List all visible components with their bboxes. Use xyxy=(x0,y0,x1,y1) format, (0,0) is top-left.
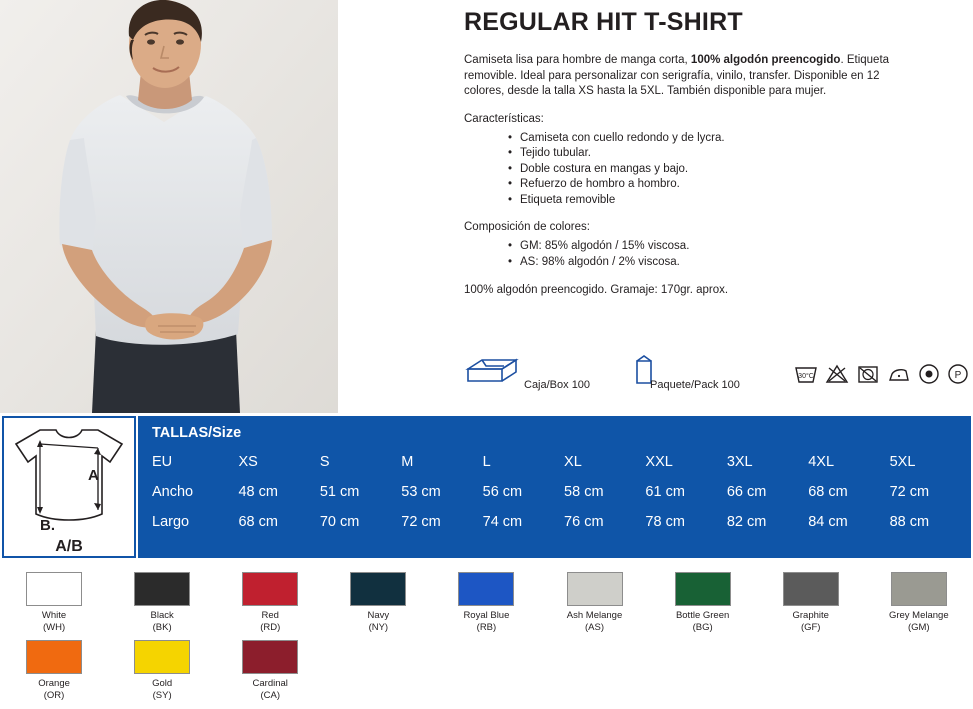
color-swatch-orange[interactable] xyxy=(0,634,108,702)
swatch-chip xyxy=(783,572,839,606)
color-swatch-grey-melange[interactable] xyxy=(865,566,973,634)
swatch-chip xyxy=(26,572,82,606)
list-item: • Etiqueta removible xyxy=(520,193,961,209)
color-swatch-graphite[interactable] xyxy=(757,566,865,634)
cell: 61 cm xyxy=(645,484,685,500)
column-header: 4XL xyxy=(808,454,835,470)
cell: 70 cm xyxy=(319,514,360,530)
box-icon xyxy=(464,357,520,390)
row-label: Largo xyxy=(152,514,190,530)
color-swatch-royal-blue[interactable] xyxy=(432,566,540,634)
cell: 72 cm xyxy=(401,514,441,530)
list-item: • Camiseta con cuello redondo y de lycra. xyxy=(520,131,961,147)
color-swatch-gold[interactable] xyxy=(108,634,216,702)
swatch-chip xyxy=(134,640,190,674)
cell: 58 cm xyxy=(564,484,604,500)
product-photo xyxy=(0,0,338,413)
color-name: Royal Blue xyxy=(463,610,510,621)
dry-clean-icon xyxy=(918,363,940,385)
diagram-label-b: B. xyxy=(40,517,55,534)
swatch-chip xyxy=(567,572,623,606)
cell: 68 cm xyxy=(238,514,278,530)
swatch-chip xyxy=(242,640,298,674)
column-header: EU xyxy=(152,454,173,470)
size-table-heading: TALLAS/Size xyxy=(152,425,242,441)
swatch-chip xyxy=(134,572,190,606)
cell: 48 cm xyxy=(238,484,278,500)
column-header: 3XL xyxy=(726,454,753,470)
color-swatch-bottle-green[interactable] xyxy=(649,566,757,634)
cell: 78 cm xyxy=(645,514,685,530)
svg-text:P: P xyxy=(954,370,962,381)
column-header: XXL xyxy=(645,454,673,470)
color-row-2 xyxy=(0,634,973,702)
color-name: Graphite xyxy=(792,610,829,621)
color-code: (RD) xyxy=(260,622,281,633)
size-diagram xyxy=(2,416,136,558)
color-name: Grey Melange xyxy=(888,610,949,621)
table-row xyxy=(138,507,971,537)
cell: 53 cm xyxy=(401,484,441,500)
color-name: Cardinal xyxy=(252,678,288,689)
color-code: (WH) xyxy=(42,622,66,633)
color-code: (BK) xyxy=(152,622,172,633)
wash-30-icon xyxy=(794,363,818,385)
table-row xyxy=(138,477,971,507)
column-header: S xyxy=(319,454,330,470)
color-name: White xyxy=(41,610,67,621)
no-tumble-dry-icon xyxy=(856,363,880,385)
list-item: • GM: 85% algodón / 15% viscosa. xyxy=(520,239,961,255)
color-code: (GF) xyxy=(800,622,821,633)
color-code: (CA) xyxy=(260,690,280,701)
color-code: (GM) xyxy=(907,622,930,633)
product-info xyxy=(360,0,973,413)
column-header: XS xyxy=(238,454,258,470)
swatch-chip xyxy=(675,572,731,606)
description-highlight: 100% algodón preencogido xyxy=(690,54,841,66)
swatch-chip xyxy=(242,572,298,606)
color-swatch-red[interactable] xyxy=(216,566,324,634)
list-item: • Tejido tubular. xyxy=(520,146,961,162)
color-swatch-navy[interactable] xyxy=(324,566,432,634)
color-name: Orange xyxy=(38,678,70,689)
description-part-1: Camiseta lisa para hombre de manga corta, xyxy=(464,54,691,66)
care-instruction-icons xyxy=(794,363,969,385)
pack-label: Paquete/Pack 100 xyxy=(650,379,740,391)
row-label: Ancho xyxy=(152,484,194,500)
list-item: • Doble costura en mangas y bajo. xyxy=(520,162,961,178)
color-swatch-ash-melange[interactable] xyxy=(540,566,648,634)
color-name: Red xyxy=(261,610,279,621)
list-item: • Refuerzo de hombro a hombro. xyxy=(520,177,961,193)
description-part-2: . Etiqueta removible. Ideal para personalizar con serigrafía, vinilo, transfer. Disponible en 12 colores, desde la talla XS hasta la 5XL. También disponible para mujer. xyxy=(464,54,890,97)
color-code: (AS) xyxy=(585,622,605,633)
color-swatch-white[interactable] xyxy=(0,566,108,634)
list-item: • AS: 98% algodón / 2% viscosa. xyxy=(520,255,961,271)
column-header: M xyxy=(401,454,414,470)
cell: 88 cm xyxy=(889,514,930,530)
table-header-row xyxy=(138,447,971,477)
cell: 84 cm xyxy=(808,514,848,530)
svg-text:30°C: 30°C xyxy=(798,373,814,380)
box-label: Caja/Box 100 xyxy=(524,379,591,391)
swatch-chip xyxy=(891,572,947,606)
column-header: 5XL xyxy=(889,454,916,470)
color-code: (RB) xyxy=(476,622,497,633)
no-bleach-icon xyxy=(825,363,849,385)
color-name: Black xyxy=(150,610,174,621)
size-table xyxy=(138,416,971,558)
swatch-chip xyxy=(350,572,406,606)
diagram-label-ab: A/B xyxy=(55,538,83,555)
model-photo-illustration xyxy=(0,0,338,413)
color-row-1 xyxy=(0,566,973,634)
cell: 72 cm xyxy=(889,484,930,500)
cell: 56 cm xyxy=(482,484,523,500)
color-name: Gold xyxy=(152,678,173,689)
composition-list xyxy=(464,239,961,270)
cell: 66 cm xyxy=(726,484,767,500)
sizes-table xyxy=(138,447,971,537)
cell: 51 cm xyxy=(319,484,360,500)
cell: 76 cm xyxy=(564,514,604,530)
color-name: Ash Melange xyxy=(566,610,623,621)
swatch-chip xyxy=(458,572,514,606)
color-swatches xyxy=(0,566,973,709)
color-code: (SY) xyxy=(152,690,172,701)
page-title: REGULAR HIT T-SHIRT xyxy=(464,8,743,36)
features-list xyxy=(464,131,961,209)
product-description xyxy=(464,53,894,100)
packaging-row xyxy=(464,355,964,403)
color-code: (NY) xyxy=(368,622,389,633)
column-header: L xyxy=(482,454,491,470)
color-code: (BG) xyxy=(692,622,713,633)
color-swatch-black[interactable] xyxy=(108,566,216,634)
cell: 82 cm xyxy=(726,514,767,530)
composition-heading: Composición de colores: xyxy=(464,221,590,233)
cell: 68 cm xyxy=(808,484,848,500)
color-code: (OR) xyxy=(43,690,65,701)
color-name: Bottle Green xyxy=(675,610,730,621)
features-heading: Características: xyxy=(464,112,544,125)
professional-clean-p-icon xyxy=(947,363,969,385)
swatch-chip xyxy=(26,640,82,674)
size-section xyxy=(0,413,973,561)
fabric-note: 100% algodón preencogido. Gramaje: 170gr. aprox. xyxy=(464,284,729,296)
diagram-label-a: A xyxy=(88,467,99,484)
color-name: Navy xyxy=(367,610,390,621)
column-header: XL xyxy=(564,454,582,470)
cell: 74 cm xyxy=(482,514,523,530)
iron-icon xyxy=(887,363,911,385)
color-swatch-cardinal[interactable] xyxy=(216,634,324,702)
